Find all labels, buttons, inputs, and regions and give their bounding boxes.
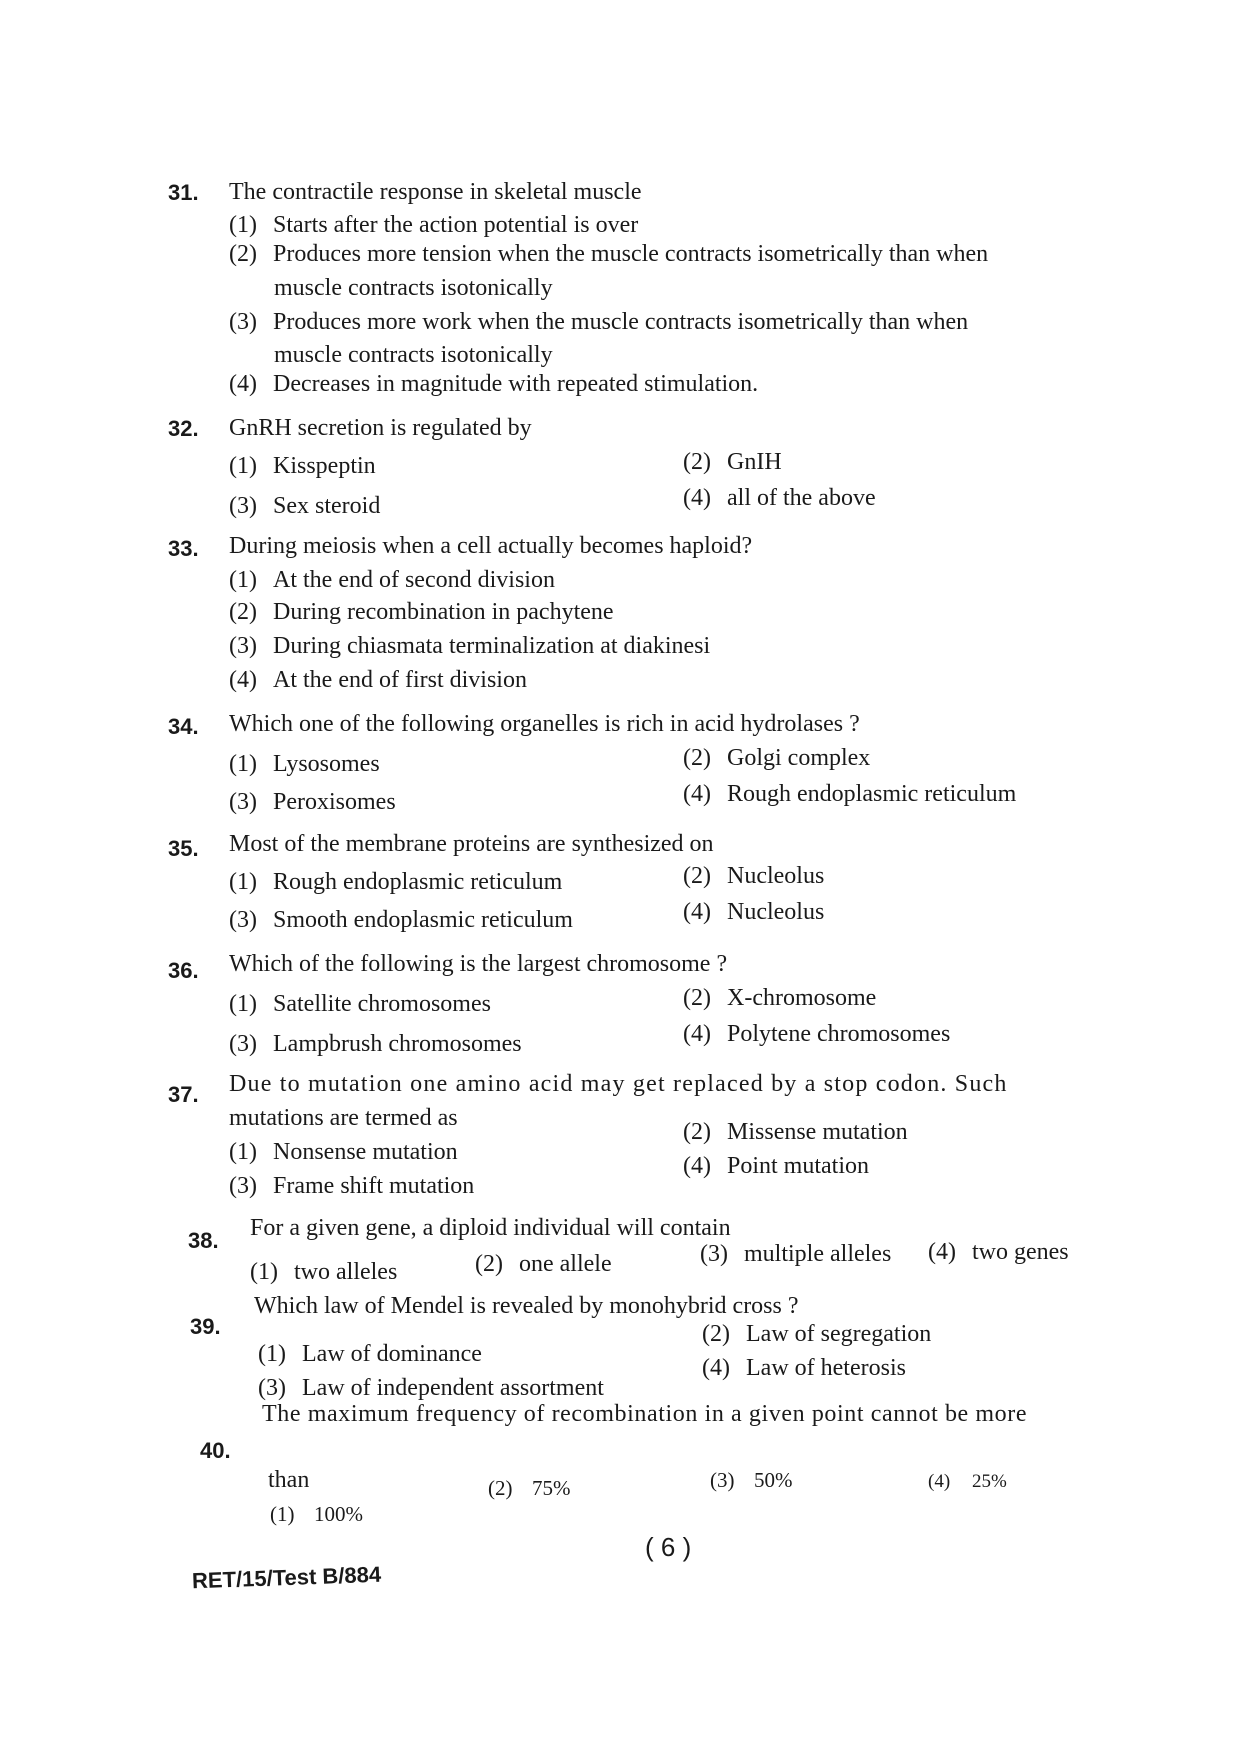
option — [683, 780, 1016, 808]
option-number: (4) — [702, 1355, 730, 1381]
footer-code: RET/15/Test B/884 — [191, 1561, 382, 1594]
option-text: Smooth endoplasmic reticulum — [273, 907, 573, 933]
option-number: (3) — [229, 633, 257, 659]
option-text: Frame shift mutation — [273, 1173, 475, 1199]
option — [683, 1020, 950, 1048]
option — [683, 484, 876, 512]
option-text: Sex steroid — [273, 493, 381, 519]
question-text: Which of the following is the largest chromosome ? — [229, 951, 728, 977]
option-text: Rough endoplasmic reticulum — [727, 781, 1017, 807]
option-text: Point mutation — [727, 1153, 870, 1179]
option-number: (2) — [683, 449, 711, 475]
option — [710, 1466, 793, 1494]
option-text: Missense mutation — [727, 1119, 908, 1145]
option — [229, 1030, 522, 1058]
option-number: (4) — [928, 1239, 956, 1265]
option-number: (4) — [683, 485, 711, 511]
option-number: (3) — [229, 1031, 257, 1057]
option-number: (4) — [229, 667, 257, 693]
question-number: 32. — [168, 416, 199, 441]
option — [683, 984, 876, 1012]
option-text: During chiasmata terminalization at diakinesi — [273, 633, 711, 659]
option — [229, 868, 562, 896]
option — [229, 370, 758, 398]
option-number: (4) — [229, 371, 257, 397]
option-number: (3) — [229, 309, 257, 335]
option — [702, 1320, 931, 1348]
option-number: (2) — [683, 985, 711, 1011]
option-number: (4) — [683, 1021, 711, 1047]
page-number: ( 6 ) — [645, 1532, 692, 1562]
option-text: Kisspeptin — [273, 453, 376, 479]
option — [229, 1172, 474, 1200]
option-number: (1) — [229, 869, 257, 895]
question-text-continued: mutations are termed as — [229, 1105, 458, 1131]
option-text: Peroxisomes — [273, 789, 396, 815]
option-text: Law of dominance — [302, 1341, 482, 1367]
option-text: Nonsense mutation — [273, 1139, 458, 1165]
option-text: Lysosomes — [273, 751, 380, 777]
option-number: (1) — [229, 453, 257, 479]
option-text: Law of segregation — [746, 1321, 932, 1347]
option-text: 100% — [314, 1502, 363, 1526]
option — [229, 211, 638, 239]
option-text: Nucleolus — [727, 863, 825, 889]
option-number: (1) — [250, 1259, 278, 1285]
option — [488, 1474, 571, 1502]
option-text: X-chromosome — [727, 985, 877, 1011]
option — [229, 598, 614, 626]
option-number: (2) — [488, 1476, 513, 1500]
question-number: 35. — [168, 836, 199, 861]
option-number: (1) — [270, 1502, 295, 1526]
option-text: one allele — [519, 1251, 612, 1277]
option — [683, 862, 824, 890]
question-text: The contractile response in skeletal muscle — [229, 179, 642, 205]
option — [683, 898, 824, 926]
option-number: (2) — [475, 1251, 503, 1277]
option-number: (4) — [928, 1471, 951, 1492]
option — [229, 240, 988, 268]
option-number: (1) — [258, 1341, 286, 1367]
option-number: (3) — [258, 1375, 286, 1401]
option — [928, 1238, 1069, 1266]
option — [250, 1258, 397, 1286]
option-text: Decreases in magnitude with repeated stimulation. — [273, 371, 759, 397]
option-text: 50% — [754, 1468, 793, 1492]
option-text-continued: muscle contracts isotonically — [274, 342, 553, 368]
option-number: (1) — [229, 751, 257, 777]
question-text: GnRH secretion is regulated by — [229, 415, 532, 441]
option-text: Golgi complex — [727, 745, 871, 771]
option-text: During recombination in pachytene — [273, 599, 614, 625]
question-text: Due to mutation one amino acid may get replaced by a stop codon. Such — [229, 1071, 1008, 1097]
option-text: Law of independent assortment — [302, 1375, 604, 1401]
option — [702, 1354, 906, 1382]
option-number: (2) — [229, 599, 257, 625]
option — [229, 632, 710, 660]
option — [475, 1250, 612, 1278]
option-text: Produces more tension when the muscle contracts isometrically than when — [273, 241, 989, 267]
option-number: (3) — [229, 493, 257, 519]
option-text: Lampbrush chromosomes — [273, 1031, 522, 1057]
option-number: (1) — [229, 1139, 257, 1165]
question-number: 33. — [168, 536, 199, 561]
option — [229, 906, 573, 934]
option — [700, 1240, 891, 1268]
option-text-continued: muscle contracts isotonically — [274, 275, 553, 301]
option-text: 75% — [532, 1476, 571, 1500]
question-number: 36. — [168, 958, 199, 983]
question-text-continued: than — [268, 1467, 310, 1493]
option-number: (4) — [683, 781, 711, 807]
option-text: two alleles — [294, 1259, 398, 1285]
question-number: 31. — [168, 180, 199, 205]
option — [229, 750, 380, 778]
option-number: (3) — [700, 1241, 728, 1267]
option — [683, 744, 870, 772]
option — [683, 448, 782, 476]
option — [229, 1138, 458, 1166]
option — [229, 788, 396, 816]
question-text: For a given gene, a diploid individual will contain — [250, 1215, 731, 1241]
option-text: Rough endoplasmic reticulum — [273, 869, 563, 895]
question-number: 34. — [168, 714, 199, 739]
option — [258, 1374, 604, 1402]
option — [258, 1340, 482, 1368]
option-number: (4) — [683, 1153, 711, 1179]
option-number: (3) — [710, 1468, 735, 1492]
option — [683, 1118, 908, 1146]
question-text: Which one of the following organelles is rich in acid hydrolases ? — [229, 711, 860, 737]
option-text: Satellite chromosomes — [273, 991, 491, 1017]
option-number: (2) — [683, 863, 711, 889]
option-number: (3) — [229, 1173, 257, 1199]
option-text: multiple alleles — [744, 1241, 892, 1267]
option — [229, 492, 380, 520]
option-text: GnIH — [727, 449, 782, 475]
option — [683, 1152, 869, 1180]
question-number: 39. — [190, 1314, 221, 1339]
option — [928, 1468, 1007, 1496]
question-number: 38. — [188, 1228, 219, 1253]
option-text: Polytene chromosomes — [727, 1021, 951, 1047]
option-number: (4) — [683, 899, 711, 925]
option-text: two genes — [972, 1239, 1069, 1265]
option-text: 25% — [972, 1471, 1007, 1492]
option — [229, 666, 527, 694]
option-number: (1) — [229, 991, 257, 1017]
option — [229, 308, 968, 336]
question-text: The maximum frequency of recombination in a given point cannot be more — [262, 1401, 1028, 1427]
option-number: (2) — [683, 745, 711, 771]
option — [229, 452, 376, 480]
option-text: At the end of first division — [273, 667, 527, 693]
option — [229, 566, 555, 594]
option-text: Law of heterosis — [746, 1355, 906, 1381]
question-number: 40. — [200, 1438, 231, 1463]
option-number: (2) — [683, 1119, 711, 1145]
option-text: At the end of second division — [273, 567, 555, 593]
option-text: Starts after the action potential is over — [273, 212, 639, 238]
question-text: Most of the membrane proteins are synthesized on — [229, 831, 714, 857]
option-text: all of the above — [727, 485, 876, 511]
option-number: (3) — [229, 907, 257, 933]
option-text: Nucleolus — [727, 899, 825, 925]
option-number: (1) — [229, 567, 257, 593]
question-text: During meiosis when a cell actually becomes haploid? — [229, 533, 753, 559]
question-number: 37. — [168, 1082, 199, 1107]
option-text: Produces more work when the muscle contracts isometrically than when — [273, 309, 969, 335]
option-number: (1) — [229, 212, 257, 238]
option-number: (2) — [229, 241, 257, 267]
option — [270, 1500, 363, 1528]
option — [229, 990, 491, 1018]
question-text: Which law of Mendel is revealed by monohybrid cross ? — [254, 1293, 799, 1319]
option-number: (2) — [702, 1321, 730, 1347]
option-number: (3) — [229, 789, 257, 815]
